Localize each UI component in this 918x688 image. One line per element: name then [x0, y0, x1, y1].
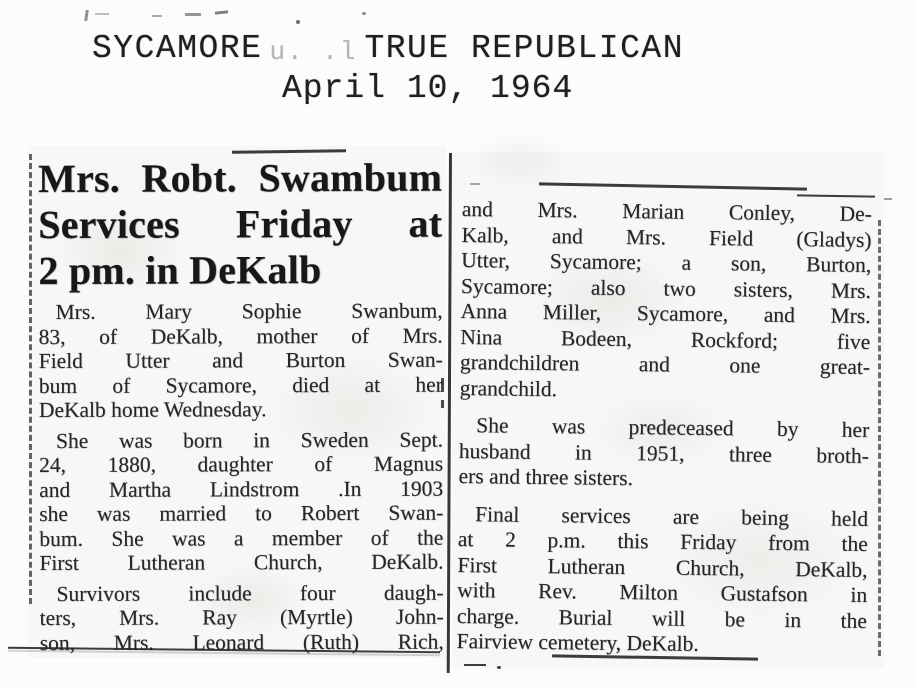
article-right-column [456, 197, 872, 671]
body-line: and Mrs. Marian Conley, De- [461, 197, 872, 227]
body-line: she was married to Robert Swan- [39, 500, 444, 526]
body-line: Utter, Sycamore; a son, Burton, [461, 247, 872, 278]
body-line: Fairview cemetery, DeKalb. [456, 628, 699, 656]
publication-title-right: TRUE REPUBLICAN [364, 30, 685, 67]
body-line: Survivors include four daugh- [56, 580, 444, 606]
body-line: with Rev. Milton Gustafson in [457, 577, 868, 607]
headline-line: Mrs. Robt. Swambum [38, 154, 443, 201]
body-line: son, Mrs. Leonard (Ruth) Rich, [39, 629, 444, 655]
scan-smudge-mark [152, 15, 162, 17]
article-left-column [38, 155, 444, 661]
right-column-edge-rule [878, 220, 881, 656]
paragraph [39, 580, 443, 655]
body-line: bum of Sycamore, died at her [38, 372, 443, 398]
body-line: grandchildren and one great- [459, 349, 871, 379]
paragraph [39, 427, 444, 575]
scan-smudge-mark [185, 13, 201, 16]
paragraph [460, 197, 872, 406]
left-column-edge-rule [29, 154, 32, 604]
body-line: 83, of DeKalb, mother of Mrs. [38, 323, 443, 349]
paragraph [39, 299, 443, 423]
body-line: 24, 1880, daughter of Magnus [39, 451, 444, 477]
body-line: grandchild. [459, 375, 558, 401]
scan-smudge-mark [884, 198, 892, 200]
scan-smudge-dot [362, 12, 366, 15]
headline-line: Services Friday at [38, 200, 443, 247]
body-line: First Lutheran Church, DeKalb, [457, 552, 868, 582]
body-line: DeKalb home Wednesday. [38, 397, 267, 422]
body-line: Final services are being held [474, 501, 869, 531]
article-body-left [39, 299, 444, 655]
paragraph [456, 501, 868, 659]
body-line: Anna Miller, Sycamore, and Mrs. [460, 298, 871, 328]
body-line: ters, Mrs. Ray (Myrtle) John- [39, 604, 444, 630]
body-line: ers and three sisters. [458, 463, 634, 491]
publication-title [92, 30, 684, 67]
scan-smudge-mark [215, 10, 228, 14]
headline-line: 2 pm. in DeKalb [38, 247, 322, 293]
body-line: Kalb, and Mrs. Field (Gladys) [461, 222, 872, 252]
publication-date: April 10, 1964 [282, 70, 574, 107]
body-line: Mrs. Mary Sophie Swanbum, [55, 298, 443, 324]
body-line: and Martha Lindstrom .In 1903 [39, 476, 444, 502]
body-line: She was predeceased by her [476, 413, 870, 442]
scan-smudge-mark [95, 13, 109, 15]
body-line: at 2 p.m. this Friday from the [457, 526, 868, 556]
body-line: Field Utter and Burton Swan- [38, 347, 443, 373]
scan-smudge-text: u. .l [269, 37, 358, 67]
body-line: bum. She was a member of the [39, 525, 444, 551]
body-line: Sycamore; also two sisters, Mrs. [460, 273, 872, 303]
paragraph [458, 413, 869, 495]
body-line: husband in 1951, three broth- [458, 438, 870, 468]
body-line: Nina Bodeen, Rockford; five [460, 324, 871, 354]
body-line: charge. Burial will be in the [456, 603, 868, 633]
scan-smudge-mark [470, 183, 480, 185]
article-headline [38, 155, 442, 294]
scan-smudge-dot [296, 20, 300, 24]
body-line: She was born in Sweden Sept. [55, 427, 444, 453]
publication-title-left: SYCAMORE [92, 30, 263, 67]
body-line: First Lutheran Church, DeKalb. [39, 549, 444, 575]
scan-smudge-mark [84, 10, 89, 21]
